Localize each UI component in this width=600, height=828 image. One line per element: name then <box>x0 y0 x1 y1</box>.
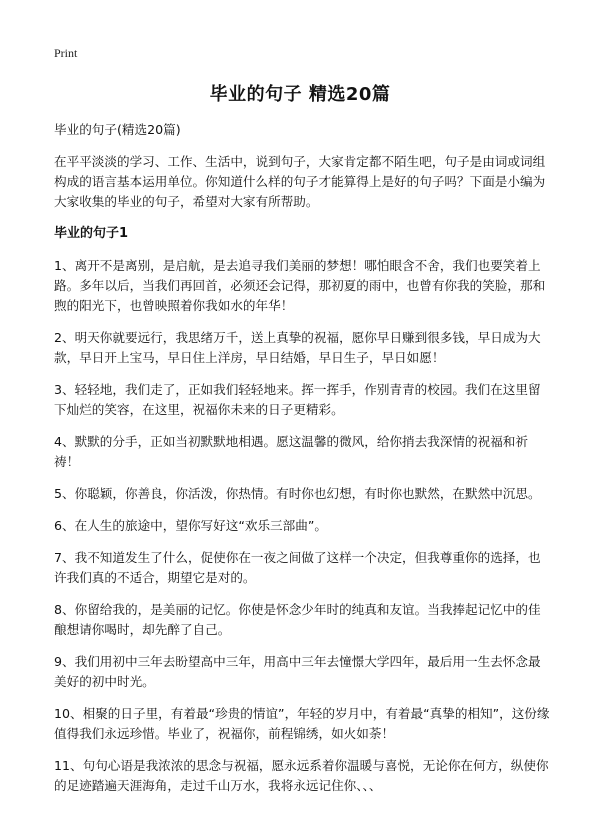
section-heading: 毕业的句子1 <box>54 226 129 241</box>
intro-paragraph: 在平平淡淡的学习、工作、生活中，说到句子，大家肯定都不陌生吧，句子是由词或词组构成的语言基本运用单位。你知道什么样的句子才能算得上是好的句子吗？下面是小编为大家收集的毕业的句子，希望对大家有所帮助。 <box>54 154 546 209</box>
list-item: 1、离开不是离别，是启航，是去追寻我们美丽的梦想！哪怕眼含不舍，我们也要笑着上路。多年以后，当我们再回首，必须还会记得，那初夏的雨中，也曾有你我的笑脸，那和煦的阳光下，也曾映照着你我如水的年华！ <box>54 258 546 313</box>
article-body <box>54 120 550 808</box>
list-item: 5、你聪颖，你善良，你活泼，你热情。有时你也幻想，有时你也默然，在默然中沉思。 <box>54 486 541 501</box>
list-item: 8、你留给我的，是美丽的记忆。你使是怀念少年时的纯真和友谊。当我捧起记忆中的佳酿想请你喝时，却先醉了自己。 <box>54 602 541 637</box>
list-item: 11、句句心语是我浓浓的思念与祝福，愿永远系着你温暖与喜悦，无论你在何方，纵使你的足迹踏遍天涯海角，走过千山万水，我将永远记住你、、、 <box>54 758 549 793</box>
list-item: 9、我们用初中三年去盼望高中三年，用高中三年去憧憬大学四年，最后用一生去怀念最美好的初中时光。 <box>54 654 541 689</box>
list-item: 6、在人生的旅途中，望你写好这“欢乐三部曲”。 <box>54 518 327 533</box>
print-link[interactable]: Print <box>54 46 78 60</box>
list-item: 3、轻轻地，我们走了，正如我们轻轻地来。挥一挥手，作别青青的校园。我们在这里留下灿烂的笑容，在这里，祝福你未来的日子更精彩。 <box>54 382 541 417</box>
list-item: 4、默默的分手，正如当初默默地相遇。愿这温馨的微风，给你捎去我深情的祝福和祈祷！ <box>54 434 528 469</box>
page-title: 毕业的句子 精选20篇 <box>209 84 391 105</box>
list-item: 7、我不知道发生了什么，促使你在一夜之间做了这样一个决定，但我尊重你的选择，也许我们真的不适合，期望它是对的。 <box>54 550 541 585</box>
list-item: 10、相聚的日子里，有着最“珍贵的情谊”，年轻的岁月中，有着最“真挚的相知”，这份缘值得我们永远珍惜。毕业了，祝福你，前程锦绣，如火如荼！ <box>54 706 550 741</box>
list-item: 2、明天你就要远行，我思绪万千，送上真挚的祝福，愿你早日赚到很多钱，早日成为大款，早日开上宝马，早日住上洋房，早日结婚，早日生子，早日如愿！ <box>54 330 541 365</box>
article-subtitle: 毕业的句子(精选20篇) <box>54 122 181 137</box>
